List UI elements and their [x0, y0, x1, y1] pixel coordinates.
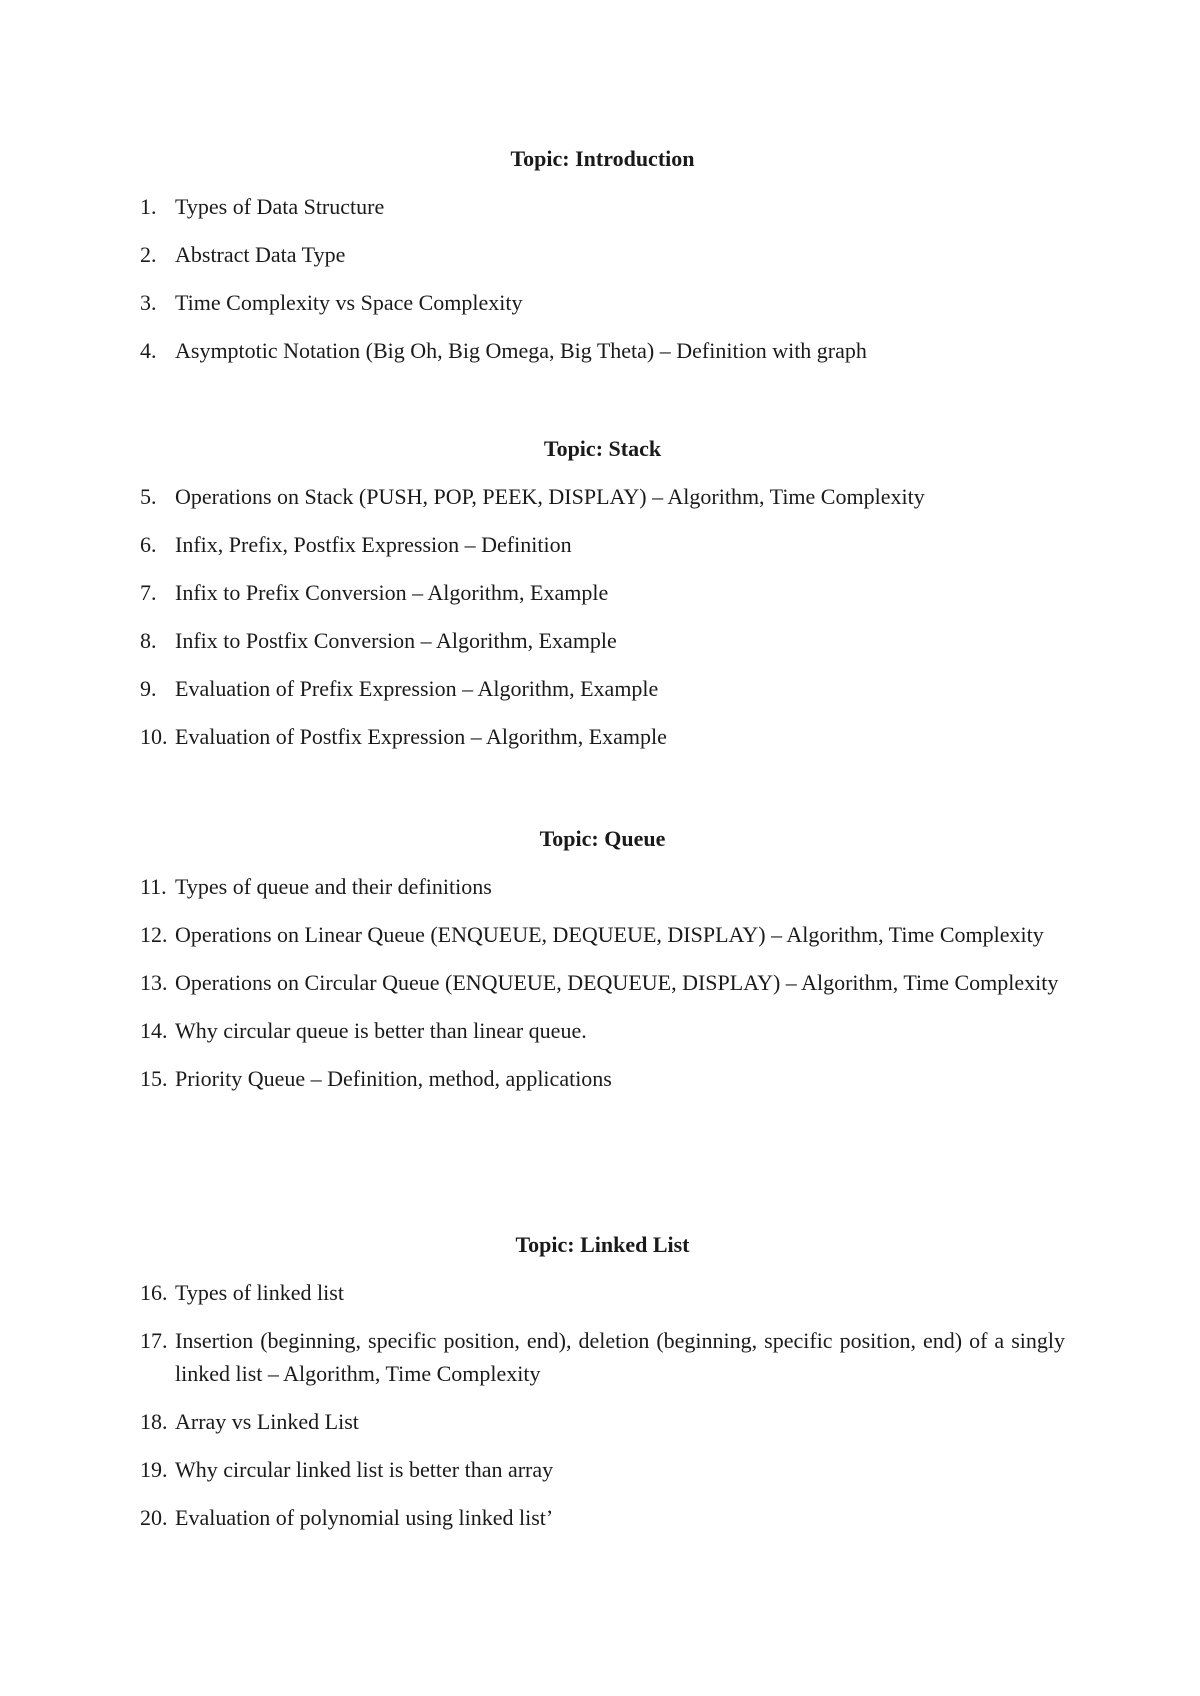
list-item: [140, 190, 1065, 223]
item-text: Infix to Postfix Conversion – Algorithm, Example: [175, 628, 617, 653]
list-item: [140, 1276, 1065, 1309]
section-title: Topic: Introduction: [510, 146, 695, 171]
item-number: 1.: [140, 194, 157, 219]
item-list: [140, 1276, 1065, 1534]
item-number: 20.: [140, 1505, 168, 1530]
item-number: 12.: [140, 922, 168, 947]
list-item: [140, 624, 1065, 657]
list-item: [140, 1324, 1065, 1390]
item-text: Why circular queue is better than linear queue.: [175, 1018, 587, 1043]
item-text: Evaluation of Prefix Expression – Algorithm, Example: [175, 676, 659, 701]
item-number: 18.: [140, 1409, 168, 1434]
list-item: [140, 238, 1065, 271]
list-item: [140, 918, 1065, 951]
item-number: 17.: [140, 1328, 168, 1353]
section-title: Topic: Stack: [543, 436, 662, 461]
item-number: 8.: [140, 628, 157, 653]
item-text: Types of linked list: [175, 1280, 344, 1305]
item-list: [140, 480, 1065, 753]
item-text: Operations on Circular Queue (ENQUEUE, DEQUEUE, DISPLAY) – Algorithm, Time Complexity: [175, 970, 1059, 995]
list-item: [140, 672, 1065, 705]
list-item: [140, 1405, 1065, 1438]
item-text: Types of Data Structure: [175, 194, 385, 219]
item-text: Evaluation of polynomial using linked list’: [175, 1505, 554, 1530]
list-item: [140, 576, 1065, 609]
list-item: [140, 966, 1065, 999]
item-text: Operations on Linear Queue (ENQUEUE, DEQUEUE, DISPLAY) – Algorithm, Time Complexity: [175, 922, 1044, 947]
item-text: Insertion (beginning, specific position, end), deletion (beginning, specific position, end) of a singly linked list – Algorithm, Time Complexity: [175, 1328, 1065, 1386]
list-item: [140, 480, 1065, 513]
list-item: [140, 1453, 1065, 1486]
item-number: 6.: [140, 532, 157, 557]
item-text: Why circular linked list is better than array: [175, 1457, 554, 1482]
item-number: 13.: [140, 970, 168, 995]
item-list: [140, 870, 1065, 1095]
section-introduction: [140, 146, 1065, 382]
item-number: 15.: [140, 1066, 168, 1091]
item-text: Types of queue and their definitions: [175, 874, 492, 899]
item-text: Array vs Linked List: [175, 1409, 359, 1434]
item-number: 19.: [140, 1457, 168, 1482]
list-item: [140, 1501, 1065, 1534]
list-item: [140, 1014, 1065, 1047]
list-item: [140, 528, 1065, 561]
item-number: 10.: [140, 724, 168, 749]
item-text: Time Complexity vs Space Complexity: [175, 290, 523, 315]
item-text: Operations on Stack (PUSH, POP, PEEK, DISPLAY) – Algorithm, Time Complexity: [175, 484, 925, 509]
list-item: [140, 720, 1065, 753]
section-title: Topic: Queue: [539, 826, 666, 851]
item-number: 9.: [140, 676, 157, 701]
item-text: Infix to Prefix Conversion – Algorithm, Example: [175, 580, 609, 605]
list-item: [140, 286, 1065, 319]
list-item: [140, 1062, 1065, 1095]
item-number: 3.: [140, 290, 157, 315]
item-number: 7.: [140, 580, 157, 605]
item-number: 14.: [140, 1018, 168, 1043]
item-text: Asymptotic Notation (Big Oh, Big Omega, Big Theta) – Definition with graph: [175, 338, 867, 363]
item-number: 11.: [140, 874, 167, 899]
section-linked-list: [140, 1232, 1065, 1549]
item-number: 2.: [140, 242, 157, 267]
item-number: 5.: [140, 484, 157, 509]
item-text: Priority Queue – Definition, method, applications: [175, 1066, 612, 1091]
item-number: 16.: [140, 1280, 168, 1305]
list-item: [140, 870, 1065, 903]
item-text: Abstract Data Type: [175, 242, 346, 267]
item-text: Evaluation of Postfix Expression – Algorithm, Example: [175, 724, 667, 749]
section-queue: [140, 826, 1065, 1110]
section-stack: [140, 436, 1065, 768]
item-text: Infix, Prefix, Postfix Expression – Definition: [175, 532, 572, 557]
item-number: 4.: [140, 338, 157, 363]
list-item: [140, 334, 1065, 367]
item-list: [140, 190, 1065, 367]
section-title: Topic: Linked List: [515, 1232, 690, 1257]
